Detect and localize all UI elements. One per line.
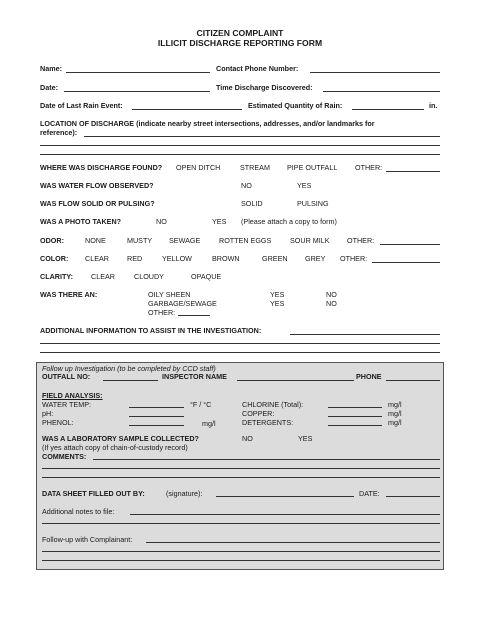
clarity-option[interactable]: CLOUDY: [134, 272, 164, 281]
oily-no[interactable]: NO: [326, 290, 337, 299]
followup-field-3[interactable]: [42, 560, 440, 561]
data-sheet-date-field[interactable]: [386, 496, 440, 497]
data-sheet-label: DATA SHEET FILLED OUT BY:: [42, 489, 145, 498]
comments-field-2[interactable]: [42, 468, 440, 469]
color-option[interactable]: BROWN: [212, 254, 240, 263]
followup-label: Follow-up with Complainant:: [42, 535, 133, 544]
odor-option[interactable]: SEWAGE: [169, 236, 201, 245]
odor-option[interactable]: NONE: [85, 236, 106, 245]
comments-field-1[interactable]: [93, 459, 440, 460]
color-option[interactable]: YELLOW: [162, 254, 192, 263]
date-field[interactable]: [64, 91, 210, 92]
color-label: COLOR:: [40, 254, 69, 263]
lab-note: (If yes attach copy of chain-of-custody record): [42, 443, 188, 452]
oily-sheen: OILY SHEEN: [148, 290, 191, 299]
solid-option[interactable]: SOLID: [241, 199, 263, 208]
comments-label: COMMENTS:: [42, 452, 87, 461]
where-option[interactable]: STREAM: [240, 163, 270, 172]
name-label: Name:: [40, 64, 62, 73]
copper-label: COPPER:: [242, 409, 275, 418]
where-other-field[interactable]: [386, 171, 440, 172]
contact-phone-field[interactable]: [310, 72, 440, 73]
additional-label: ADDITIONAL INFORMATION TO ASSIST IN THE INVESTIGATION:: [40, 326, 262, 335]
form-subtitle: ILLICIT DISCHARGE REPORTING FORM: [157, 38, 323, 48]
signature-field[interactable]: [216, 496, 354, 497]
there-other-field[interactable]: [178, 315, 210, 316]
date-label: Date:: [40, 83, 58, 92]
location-field-2[interactable]: [40, 145, 440, 146]
photo-yes[interactable]: YES: [212, 217, 227, 226]
comments-field-3[interactable]: [42, 477, 440, 478]
flow-no[interactable]: NO: [241, 181, 252, 190]
clarity-label: CLARITY:: [40, 272, 74, 281]
water-temp-label: WATER TEMP:: [42, 400, 91, 409]
photo-note: (Please attach a copy to form): [241, 217, 337, 226]
pulsing-option[interactable]: PULSING: [297, 199, 329, 208]
form-title: CITIZEN COMPLAINT: [196, 28, 284, 38]
staff-note: Follow up Investigation (to be completed by CCD staff): [42, 364, 216, 373]
phenol-unit: mg/l: [202, 419, 216, 428]
data-sheet-date-label: DATE:: [359, 489, 380, 498]
garbage-yes[interactable]: YES: [270, 299, 285, 308]
chlorine-unit: mg/l: [388, 400, 402, 409]
color-option[interactable]: OTHER:: [340, 254, 368, 263]
inspector-field[interactable]: [237, 380, 354, 381]
color-option[interactable]: RED: [127, 254, 143, 263]
color-other-field[interactable]: [372, 262, 440, 263]
lab-yes[interactable]: YES: [298, 434, 313, 443]
notes-label: Additional notes to file:: [42, 507, 115, 516]
outfall-label: OUTFALL NO:: [42, 372, 91, 381]
rain-qty-label: Estimated Quantity of Rain:: [248, 101, 343, 110]
signature-label: (signature):: [166, 489, 203, 498]
color-option[interactable]: GREEN: [262, 254, 288, 263]
phone-label: PHONE: [356, 372, 382, 381]
detergents-field[interactable]: [328, 425, 382, 426]
location-label-2: reference):: [40, 128, 78, 137]
time-discovered-field[interactable]: [323, 91, 440, 92]
outfall-field[interactable]: [103, 380, 158, 381]
name-field[interactable]: [66, 72, 210, 73]
where-option[interactable]: PIPE OUTFALL: [287, 163, 338, 172]
rain-qty-field[interactable]: [352, 109, 424, 110]
oily-yes[interactable]: YES: [270, 290, 285, 299]
detergents-unit: mg/l: [388, 418, 402, 427]
there-other: OTHER:: [148, 308, 176, 317]
chlorine-label: CHLORINE (Total):: [242, 400, 304, 409]
chlorine-field[interactable]: [328, 407, 382, 408]
notes-field-1[interactable]: [130, 514, 440, 515]
lab-no[interactable]: NO: [242, 434, 253, 443]
odor-label: ODOR:: [40, 236, 64, 245]
additional-field-1[interactable]: [290, 334, 440, 335]
rain-unit: in.: [429, 101, 438, 110]
location-field-1[interactable]: [84, 136, 440, 137]
color-option[interactable]: CLEAR: [85, 254, 109, 263]
field-analysis-label: FIELD ANALYSIS:: [42, 391, 103, 400]
copper-field[interactable]: [328, 416, 382, 417]
where-option[interactable]: OTHER:: [355, 163, 383, 172]
contact-phone-label: Contact Phone Number:: [216, 64, 299, 73]
additional-field-2[interactable]: [40, 343, 440, 344]
solid-label: WAS FLOW SOLID OR PULSING?: [40, 199, 155, 208]
followup-field-2[interactable]: [42, 551, 440, 552]
odor-option[interactable]: MUSTY: [127, 236, 153, 245]
inspector-label: INSPECTOR NAME: [162, 372, 227, 381]
where-option[interactable]: OPEN DITCH: [176, 163, 221, 172]
clarity-option[interactable]: OPAQUE: [191, 272, 222, 281]
odor-option[interactable]: OTHER:: [347, 236, 375, 245]
additional-field-3[interactable]: [40, 352, 440, 353]
odor-option[interactable]: ROTTEN EGGS: [219, 236, 272, 245]
garbage-no[interactable]: NO: [326, 299, 337, 308]
water-temp-field[interactable]: [129, 407, 184, 408]
copper-unit: mg/l: [388, 409, 402, 418]
garbage-sewage: GARBAGE/SEWAGE: [148, 299, 217, 308]
phenol-label: PHENOL:: [42, 418, 74, 427]
flow-yes[interactable]: YES: [297, 181, 312, 190]
photo-label: WAS A PHOTO TAKEN?: [40, 217, 122, 226]
odor-option[interactable]: SOUR MILK: [290, 236, 330, 245]
clarity-option[interactable]: CLEAR: [91, 272, 115, 281]
odor-other-field[interactable]: [380, 244, 440, 245]
ph-field[interactable]: [129, 416, 184, 417]
there-label: WAS THERE AN:: [40, 290, 98, 299]
followup-field-1[interactable]: [146, 542, 440, 543]
lab-label: WAS A LABORATORY SAMPLE COLLECTED?: [42, 434, 199, 443]
location-label: LOCATION OF DISCHARGE (indicate nearby street intersections, addresses, and/or landmarks for: [40, 119, 375, 128]
ph-label: pH:: [42, 409, 54, 418]
notes-field-2[interactable]: [42, 523, 440, 524]
detergents-label: DETERGENTS:: [242, 418, 294, 427]
photo-no[interactable]: NO: [156, 217, 167, 226]
where-label: WHERE WAS DISCHARGE FOUND?: [40, 163, 163, 172]
last-rain-label: Date of Last Rain Event:: [40, 101, 123, 110]
phenol-field[interactable]: [129, 425, 184, 426]
last-rain-field[interactable]: [132, 109, 242, 110]
phone-field[interactable]: [386, 380, 440, 381]
location-field-3[interactable]: [40, 154, 440, 155]
time-discovered-label: Time Discharge Discovered:: [216, 83, 313, 92]
temp-unit: °F / °C: [190, 400, 212, 409]
color-option[interactable]: GREY: [305, 254, 326, 263]
flow-label: WAS WATER FLOW OBSERVED?: [40, 181, 154, 190]
